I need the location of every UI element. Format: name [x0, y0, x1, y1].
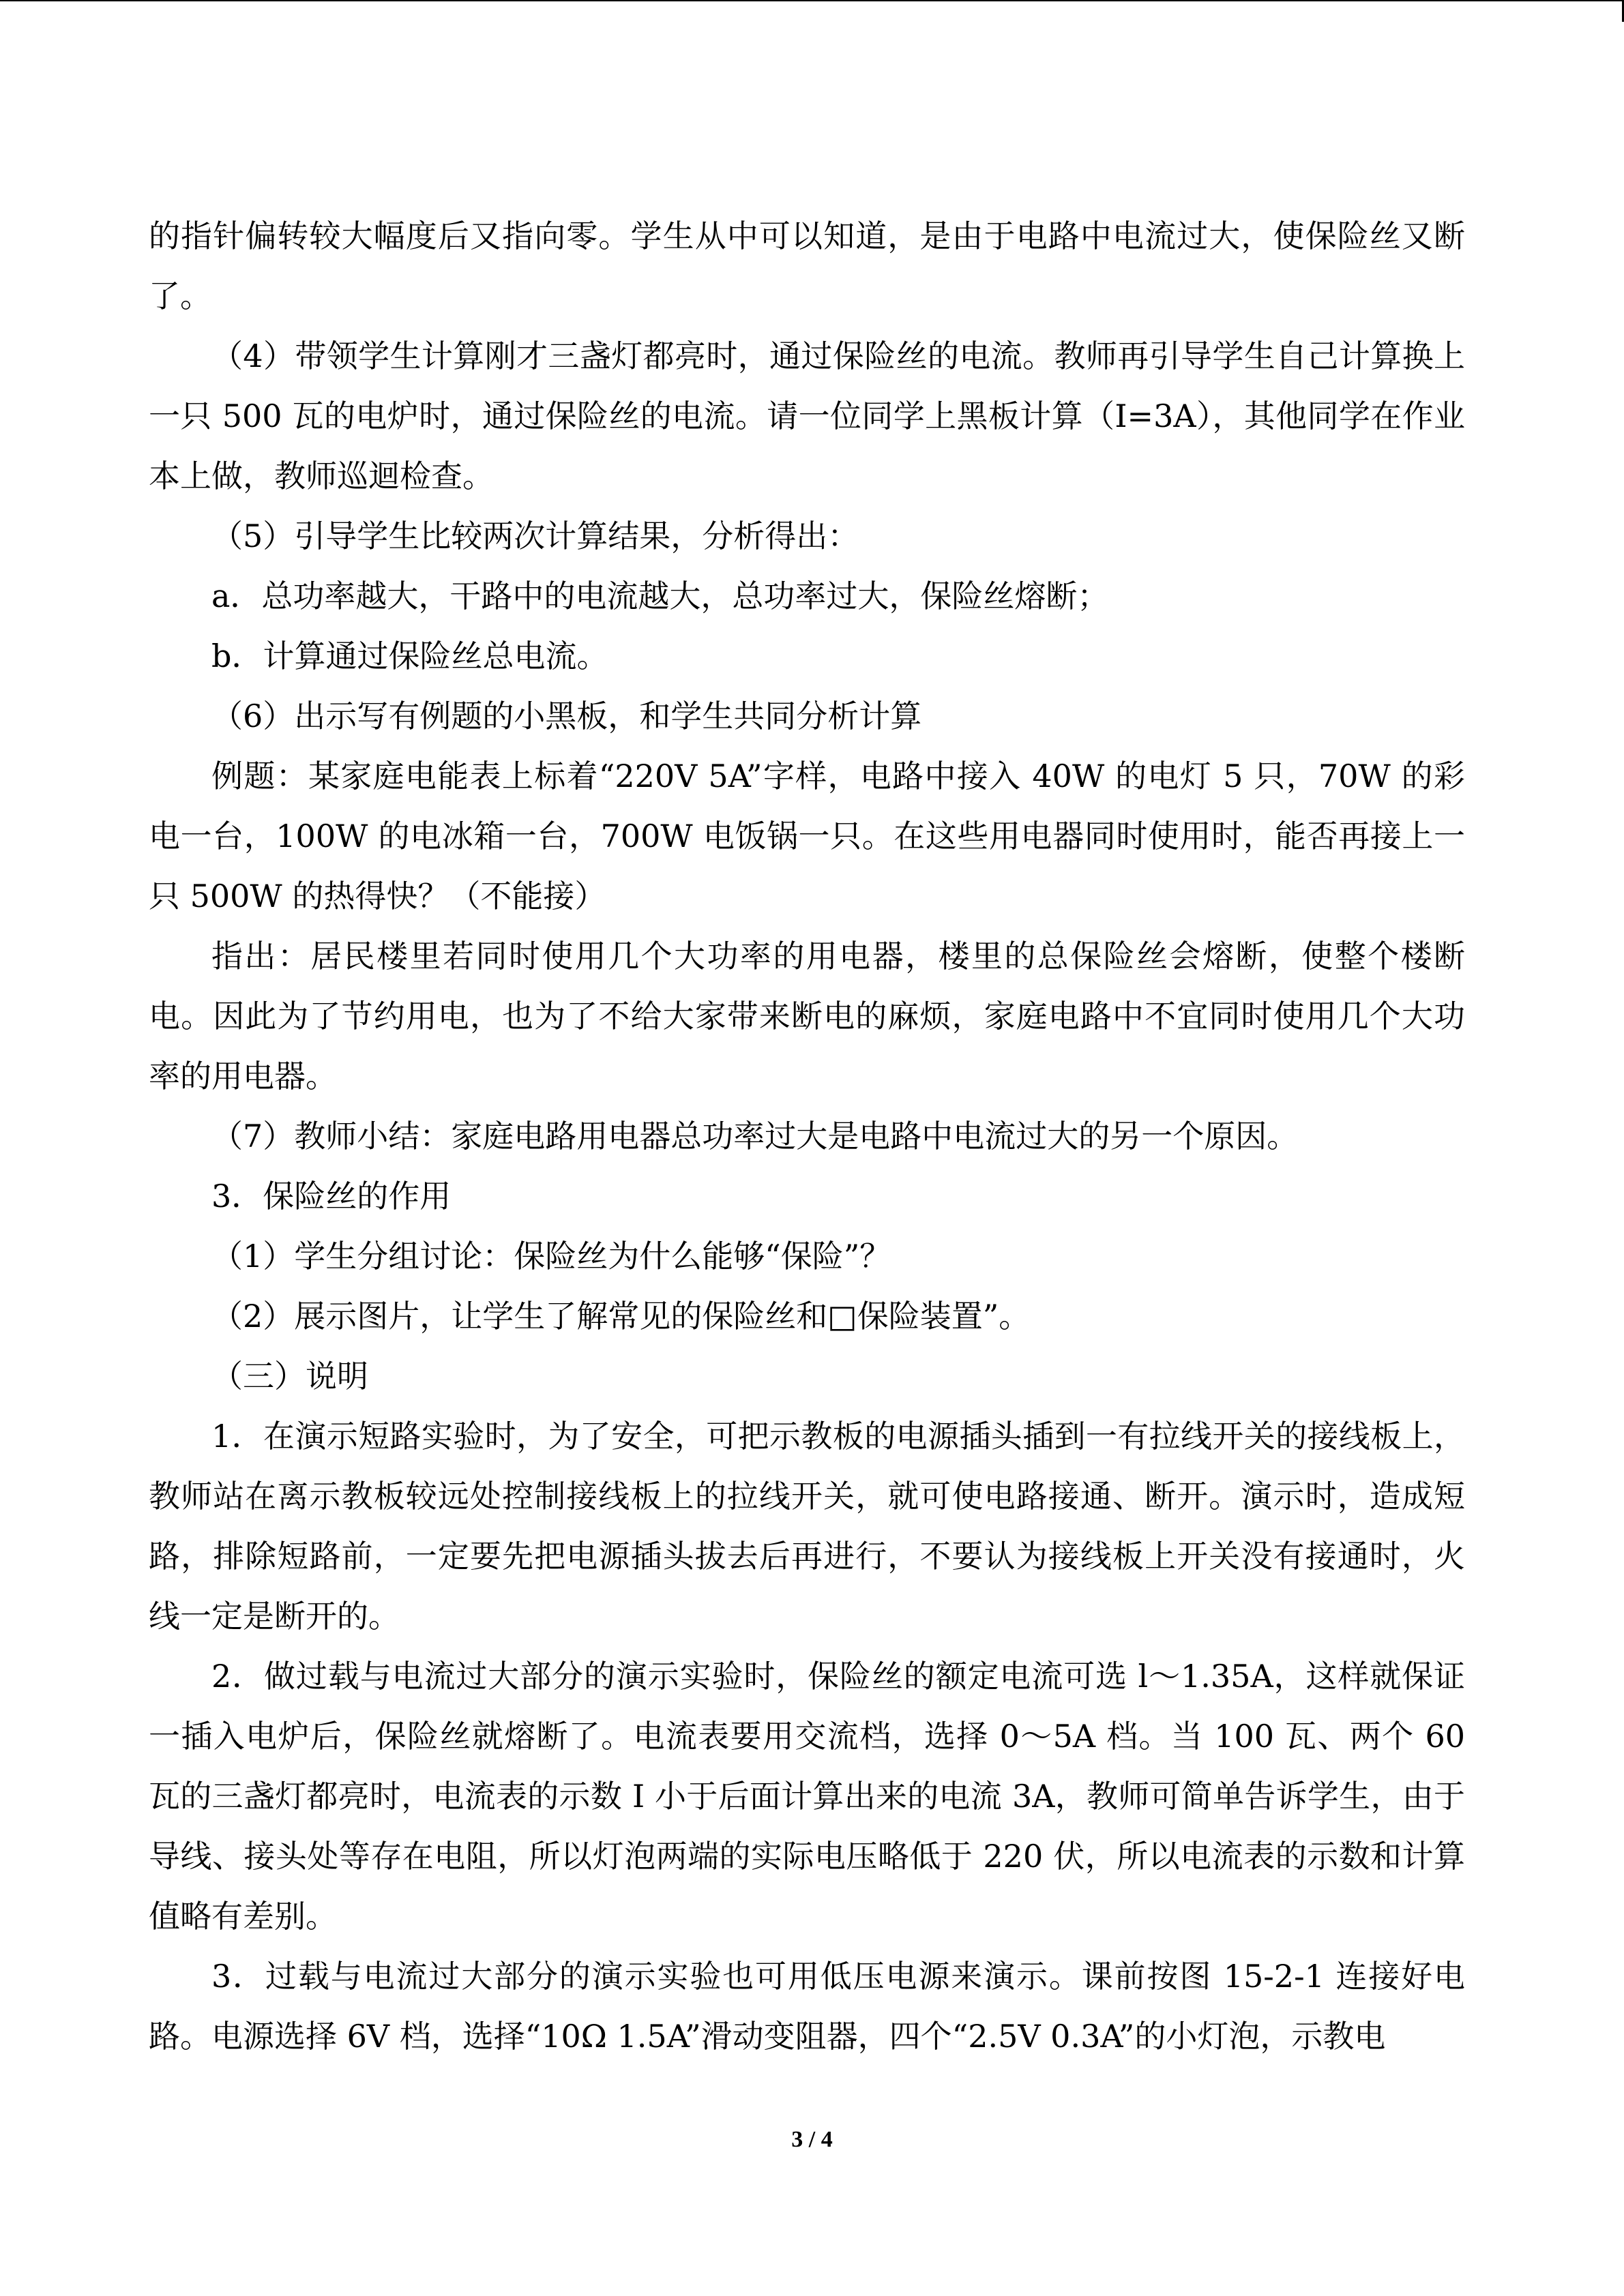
- paragraph: （4）带领学生计算刚才三盏灯都亮时，通过保险丝的电流。教师再引导学生自己计算换上一只 500 瓦的电炉时，通过保险丝的电流。请一位同学上黑板计算（I=3A），其他同学在作业本上做，教师巡迴检查。: [149, 338, 1465, 494]
- paragraph: （7）教师小结：家庭电路用电器总功率过大是电路中电流过大的另一个原因。: [211, 1118, 1299, 1154]
- list-item: a．总功率越大，干路中的电流越大，总功率过大，保险丝熔断；: [211, 578, 1109, 614]
- paragraph: （2）展示图片，让学生了解常见的保险丝和□保险装置”。: [211, 1298, 1031, 1335]
- section-heading: （三）说明: [211, 1358, 368, 1395]
- paragraph: （6）出示写有例题的小黑板，和学生共同分析计算: [211, 698, 922, 734]
- list-item: b．计算通过保险丝总电流。: [211, 638, 608, 674]
- paragraph: 1．在演示短路实验时，为了安全，可把示教板的电源插头插到一有拉线开关的接线板上，教师站在离示教板较远处控制接线板上的拉线开关，就可使电路接通、断开。演示时，造成短路，排除短路前，一定要先把电源插头拔去后再进行，不要认为接线板上开关没有接通时，火线一定是断开的。: [149, 1418, 1465, 1635]
- section-heading: 3．保险丝的作用: [211, 1178, 452, 1214]
- page-number: 3 / 4: [791, 2127, 833, 2152]
- paragraph: 的指针偏转较大幅度后又指向零。学生从中可以知道，是由于电路中电流过大，使保险丝又断了。: [149, 218, 1465, 314]
- paragraph: 指出：居民楼里若同时使用几个大功率的用电器，楼里的总保险丝会熔断，使整个楼断电。因此为了节约用电，也为了不给大家带来断电的麻烦，家庭电路中不宜同时使用几个大功率的用电器。: [149, 938, 1465, 1094]
- paragraph: 2．做过载与电流过大部分的演示实验时，保险丝的额定电流可选 l～1.35A，这样就保证一插入电炉后，保险丝就熔断了。电流表要用交流档，选择 0～5A 档。当 100 瓦、两个 60 瓦的三盏灯都亮时，电流表的示数 I 小于后面计算出来的电流 3A，教师可简单告诉学生，由于导线、接头处等存在电阻，所以灯泡两端的实际电压略低于 220 伏，所以电流表的示数和计算值略有差别。: [149, 1658, 1465, 1935]
- example-paragraph: 例题：某家庭电能表上标着“220V 5A”字样，电路中接入 40W 的电灯 5 只，70W 的彩电一台，100W 的电冰箱一台，700W 电饭锅一只。在这些用电器同时使用时，能否再接上一只 500W 的热得快？（不能接）: [149, 758, 1465, 914]
- document-body: [149, 206, 1465, 2066]
- paragraph: （1）学生分组讨论：保险丝为什么能够“保险”？: [211, 1238, 891, 1274]
- paragraph: 3．过载与电流过大部分的演示实验也可用低压电源来演示。课前按图 15-2-1 连接好电路。电源选择 6V 档，选择“10Ω 1.5A”滑动变阻器，四个“2.5V 0.3A”的小灯泡，示教电: [149, 1958, 1465, 2055]
- paragraph: （5）引导学生比较两次计算结果，分析得出：: [211, 518, 859, 554]
